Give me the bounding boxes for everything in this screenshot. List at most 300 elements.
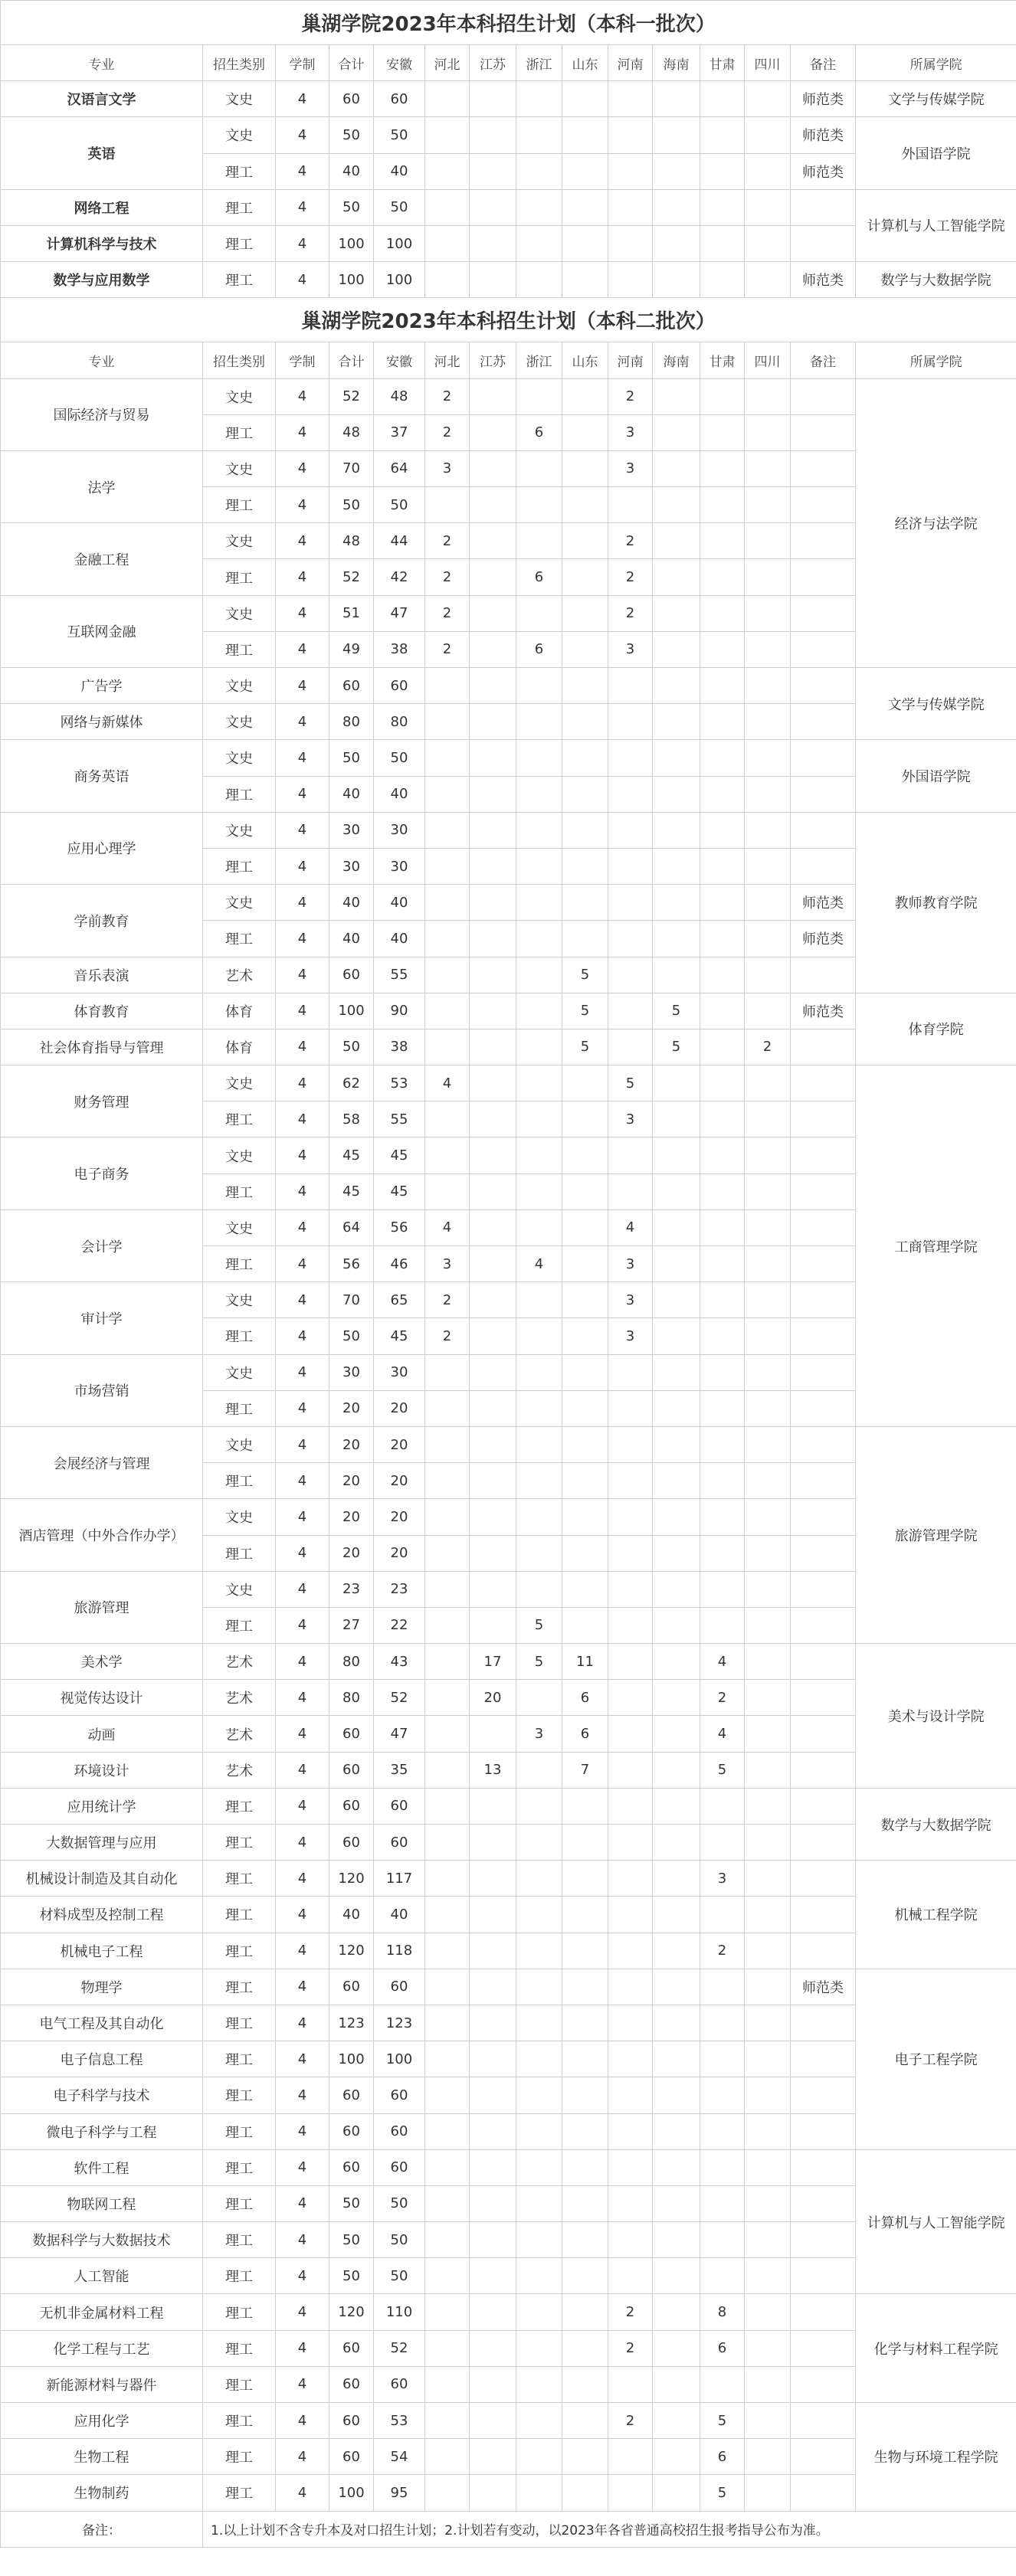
- data-cell: 4: [276, 1499, 329, 1535]
- data-cell: [653, 776, 700, 812]
- data-cell: 53: [374, 2403, 425, 2439]
- data-cell: [653, 2005, 700, 2041]
- data-cell: [470, 993, 516, 1029]
- data-cell: [516, 1680, 562, 1716]
- data-cell: [745, 1969, 791, 2005]
- data-cell: [745, 450, 791, 486]
- data-cell: 2: [608, 2294, 653, 2330]
- data-cell: 80: [374, 704, 425, 740]
- data-cell: [653, 2403, 700, 2439]
- data-cell: 5: [608, 1065, 653, 1101]
- college-cell: 文学与传媒学院: [856, 81, 1016, 117]
- data-cell: 4: [276, 117, 329, 153]
- data-cell: [470, 668, 516, 704]
- data-cell: [700, 1607, 745, 1643]
- data-cell: [470, 262, 516, 298]
- data-cell: 4: [276, 1861, 329, 1897]
- data-cell: 55: [374, 1101, 425, 1137]
- data-cell: [470, 1969, 516, 2005]
- data-cell: 20: [374, 1426, 425, 1462]
- data-cell: [745, 1825, 791, 1861]
- data-cell: [516, 595, 562, 631]
- data-cell: [425, 1969, 470, 2005]
- data-cell: [516, 812, 562, 848]
- college-cell: 旅游管理学院: [856, 1426, 1016, 1643]
- data-cell: 40: [374, 885, 425, 921]
- data-cell: 50: [329, 1029, 374, 1065]
- data-cell: [516, 1933, 562, 1969]
- data-cell: [608, 2222, 653, 2258]
- data-cell: [700, 1065, 745, 1101]
- data-cell: [562, 1101, 608, 1137]
- data-cell: 师范类: [791, 262, 856, 298]
- major-cell: 国际经济与贸易: [1, 378, 203, 450]
- data-cell: [653, 1173, 700, 1209]
- data-cell: [745, 1788, 791, 1824]
- data-cell: [470, 2366, 516, 2402]
- data-cell: [608, 262, 653, 298]
- data-cell: 53: [374, 1065, 425, 1101]
- data-cell: [608, 1173, 653, 1209]
- data-cell: [700, 2005, 745, 2041]
- table-row: [1, 262, 1016, 298]
- data-cell: 50: [329, 2258, 374, 2294]
- data-cell: [470, 1354, 516, 1390]
- data-cell: [425, 885, 470, 921]
- data-cell: [562, 450, 608, 486]
- data-cell: [516, 1571, 562, 1607]
- table-row: [1, 1861, 1016, 1897]
- data-cell: [425, 1426, 470, 1462]
- data-cell: [425, 153, 470, 189]
- data-cell: 60: [329, 2403, 374, 2439]
- data-cell: [562, 885, 608, 921]
- data-cell: 6: [562, 1716, 608, 1752]
- data-cell: 56: [329, 1246, 374, 1282]
- table-row: [1, 1969, 1016, 2005]
- data-cell: 38: [374, 631, 425, 667]
- data-cell: 123: [374, 2005, 425, 2041]
- major-cell: 大数据管理与应用: [1, 1825, 203, 1861]
- column-header: 甘肃: [700, 342, 745, 378]
- data-cell: [700, 225, 745, 261]
- data-cell: 30: [329, 812, 374, 848]
- data-cell: 70: [329, 450, 374, 486]
- data-cell: [516, 1861, 562, 1897]
- data-cell: 4: [276, 189, 329, 225]
- table-row: [1, 740, 1016, 776]
- data-cell: 5: [562, 957, 608, 993]
- data-cell: 体育: [203, 993, 276, 1029]
- column-header: 学制: [276, 342, 329, 378]
- data-cell: [562, 740, 608, 776]
- data-cell: [745, 2330, 791, 2366]
- data-cell: [470, 2330, 516, 2366]
- data-cell: [700, 2185, 745, 2221]
- data-cell: 62: [329, 1065, 374, 1101]
- data-cell: [470, 2222, 516, 2258]
- data-cell: 4: [276, 1101, 329, 1137]
- major-cell: 生物工程: [1, 2439, 203, 2475]
- data-cell: 30: [329, 848, 374, 884]
- data-cell: [562, 812, 608, 848]
- batch2-title-row: [1, 298, 1016, 342]
- data-cell: [700, 378, 745, 414]
- data-cell: [700, 1571, 745, 1607]
- data-cell: [562, 1499, 608, 1535]
- college-cell: 外国语学院: [856, 117, 1016, 189]
- major-cell: 视觉传达设计: [1, 1680, 203, 1716]
- data-cell: 30: [374, 1354, 425, 1390]
- batch1-title-row: [1, 1, 1016, 45]
- data-cell: 4: [276, 1173, 329, 1209]
- data-cell: 理工: [203, 1535, 276, 1571]
- batch2-header-row: [1, 342, 1016, 378]
- data-cell: [653, 2222, 700, 2258]
- data-cell: [562, 1209, 608, 1245]
- column-header: 河北: [425, 45, 470, 81]
- data-cell: [470, 2439, 516, 2475]
- data-cell: [653, 595, 700, 631]
- data-cell: [516, 262, 562, 298]
- data-cell: [653, 1607, 700, 1643]
- data-cell: [745, 2005, 791, 2041]
- data-cell: 56: [374, 1209, 425, 1245]
- data-cell: [470, 595, 516, 631]
- college-cell: 文学与传媒学院: [856, 668, 1016, 740]
- major-cell: 电子科学与技术: [1, 2077, 203, 2113]
- data-cell: [425, 848, 470, 884]
- data-cell: [791, 1209, 856, 1245]
- data-cell: [653, 2439, 700, 2475]
- major-cell: 美术学: [1, 1644, 203, 1680]
- data-cell: [516, 2077, 562, 2113]
- data-cell: [791, 848, 856, 884]
- data-cell: [791, 2330, 856, 2366]
- data-cell: [745, 2439, 791, 2475]
- data-cell: [700, 2366, 745, 2402]
- data-cell: 46: [374, 1246, 425, 1282]
- data-cell: [516, 957, 562, 993]
- data-cell: 4: [276, 2077, 329, 2113]
- data-cell: [425, 1571, 470, 1607]
- data-cell: [425, 2294, 470, 2330]
- data-cell: [562, 1065, 608, 1101]
- data-cell: 理工: [203, 2222, 276, 2258]
- data-cell: 8: [700, 2294, 745, 2330]
- data-cell: [791, 1101, 856, 1137]
- data-cell: [791, 1354, 856, 1390]
- data-cell: 理工: [203, 848, 276, 884]
- data-cell: [425, 1716, 470, 1752]
- data-cell: 3: [608, 1246, 653, 1282]
- data-cell: [470, 1390, 516, 1426]
- data-cell: [608, 668, 653, 704]
- data-cell: [745, 81, 791, 117]
- data-cell: 80: [329, 1680, 374, 1716]
- data-cell: [425, 957, 470, 993]
- table-row: [1, 1065, 1016, 1101]
- data-cell: [562, 921, 608, 957]
- data-cell: [562, 1897, 608, 1933]
- data-cell: 6: [516, 559, 562, 595]
- data-cell: [608, 1463, 653, 1499]
- data-cell: [791, 1282, 856, 1318]
- major-cell: 酒店管理（中外合作办学）: [1, 1499, 203, 1571]
- data-cell: [608, 776, 653, 812]
- data-cell: [608, 1354, 653, 1390]
- data-cell: [745, 378, 791, 414]
- data-cell: 理工: [203, 776, 276, 812]
- data-cell: [516, 2041, 562, 2077]
- data-cell: [425, 921, 470, 957]
- data-cell: [470, 1173, 516, 1209]
- data-cell: [425, 1029, 470, 1065]
- data-cell: [516, 921, 562, 957]
- table-row: [1, 2294, 1016, 2330]
- data-cell: [700, 668, 745, 704]
- data-cell: [791, 776, 856, 812]
- data-cell: [425, 2113, 470, 2149]
- data-cell: 理工: [203, 1318, 276, 1354]
- data-cell: [608, 1825, 653, 1861]
- data-cell: [425, 1933, 470, 1969]
- data-cell: 文史: [203, 117, 276, 153]
- data-cell: [653, 225, 700, 261]
- data-cell: [700, 704, 745, 740]
- data-cell: 4: [276, 2005, 329, 2041]
- data-cell: 文史: [203, 1282, 276, 1318]
- data-cell: [745, 2077, 791, 2113]
- data-cell: [653, 2294, 700, 2330]
- data-cell: 6: [562, 1680, 608, 1716]
- major-cell: 机械设计制造及其自动化: [1, 1861, 203, 1897]
- data-cell: [653, 1933, 700, 1969]
- data-cell: [425, 776, 470, 812]
- data-cell: [791, 2475, 856, 2511]
- data-cell: 理工: [203, 1825, 276, 1861]
- data-cell: 5: [700, 1752, 745, 1788]
- data-cell: [745, 631, 791, 667]
- data-cell: [700, 1463, 745, 1499]
- data-cell: [516, 1173, 562, 1209]
- data-cell: [700, 2258, 745, 2294]
- data-cell: 文史: [203, 595, 276, 631]
- data-cell: 理工: [203, 2439, 276, 2475]
- data-cell: [791, 1571, 856, 1607]
- data-cell: 100: [329, 225, 374, 261]
- data-cell: [700, 487, 745, 523]
- batch2-title: 巢湖学院2023年本科招生计划（本科二批次）: [1, 298, 1016, 342]
- data-cell: 60: [329, 2077, 374, 2113]
- table-row: [1, 668, 1016, 704]
- major-cell: 会计学: [1, 1209, 203, 1281]
- data-cell: [516, 885, 562, 921]
- data-cell: 50: [329, 2222, 374, 2258]
- data-cell: 2: [608, 378, 653, 414]
- major-cell: 电气工程及其自动化: [1, 2005, 203, 2041]
- data-cell: [653, 1788, 700, 1824]
- data-cell: 4: [276, 1680, 329, 1716]
- data-cell: [653, 1209, 700, 1245]
- data-cell: [608, 2258, 653, 2294]
- major-cell: 网络工程: [1, 189, 203, 225]
- data-cell: [562, 1861, 608, 1897]
- column-header: 专业: [1, 342, 203, 378]
- data-cell: [653, 2041, 700, 2077]
- data-cell: [516, 523, 562, 559]
- data-cell: 文史: [203, 740, 276, 776]
- data-cell: [562, 1137, 608, 1173]
- data-cell: 22: [374, 1607, 425, 1643]
- data-cell: 艺术: [203, 1644, 276, 1680]
- data-cell: [700, 776, 745, 812]
- data-cell: [516, 2005, 562, 2041]
- column-header: 浙江: [516, 45, 562, 81]
- data-cell: [425, 2258, 470, 2294]
- data-cell: [425, 2403, 470, 2439]
- data-cell: [516, 378, 562, 414]
- data-cell: 60: [374, 1788, 425, 1824]
- data-cell: [745, 2149, 791, 2185]
- data-cell: [470, 378, 516, 414]
- data-cell: [425, 1680, 470, 1716]
- data-cell: 理工: [203, 2403, 276, 2439]
- data-cell: 理工: [203, 414, 276, 450]
- data-cell: [608, 1752, 653, 1788]
- major-cell: 应用心理学: [1, 812, 203, 884]
- college-cell: 数学与大数据学院: [856, 1788, 1016, 1860]
- data-cell: [745, 885, 791, 921]
- data-cell: [791, 740, 856, 776]
- data-cell: [470, 1897, 516, 1933]
- data-cell: [608, 2185, 653, 2221]
- data-cell: 2: [608, 559, 653, 595]
- data-cell: [791, 1933, 856, 1969]
- data-cell: [516, 2185, 562, 2221]
- data-cell: 理工: [203, 1463, 276, 1499]
- data-cell: [700, 2149, 745, 2185]
- data-cell: [653, 1101, 700, 1137]
- data-cell: [562, 2185, 608, 2221]
- data-cell: 52: [374, 2330, 425, 2366]
- data-cell: 4: [276, 812, 329, 848]
- data-cell: 师范类: [791, 1969, 856, 2005]
- data-cell: 2: [608, 2330, 653, 2366]
- data-cell: [470, 2005, 516, 2041]
- data-cell: [700, 921, 745, 957]
- data-cell: 理工: [203, 2005, 276, 2041]
- data-cell: [791, 1463, 856, 1499]
- data-cell: [516, 1318, 562, 1354]
- data-cell: [562, 595, 608, 631]
- data-cell: [653, 1571, 700, 1607]
- data-cell: 3: [425, 1246, 470, 1282]
- data-cell: 100: [329, 2041, 374, 2077]
- data-cell: [425, 2185, 470, 2221]
- data-cell: [791, 1499, 856, 1535]
- major-cell: 应用化学: [1, 2403, 203, 2439]
- data-cell: [516, 848, 562, 884]
- data-cell: [425, 487, 470, 523]
- data-cell: [700, 740, 745, 776]
- data-cell: [470, 1499, 516, 1535]
- data-cell: [653, 414, 700, 450]
- data-cell: 45: [374, 1173, 425, 1209]
- major-cell: 应用统计学: [1, 1788, 203, 1824]
- data-cell: [700, 1101, 745, 1137]
- data-cell: 2: [425, 414, 470, 450]
- data-cell: [608, 1897, 653, 1933]
- data-cell: [562, 487, 608, 523]
- data-cell: [653, 740, 700, 776]
- data-cell: [700, 1825, 745, 1861]
- data-cell: [470, 1318, 516, 1354]
- data-cell: [516, 1209, 562, 1245]
- data-cell: 5: [700, 2475, 745, 2511]
- data-cell: [425, 2149, 470, 2185]
- data-cell: 3: [608, 1318, 653, 1354]
- data-cell: [653, 921, 700, 957]
- data-cell: 3: [608, 631, 653, 667]
- data-cell: 5: [516, 1607, 562, 1643]
- major-cell: 体育教育: [1, 993, 203, 1029]
- data-cell: [516, 225, 562, 261]
- data-cell: [425, 740, 470, 776]
- data-cell: 64: [374, 450, 425, 486]
- data-cell: [791, 1716, 856, 1752]
- data-cell: 4: [276, 81, 329, 117]
- major-cell: 音乐表演: [1, 957, 203, 993]
- data-cell: [653, 1463, 700, 1499]
- data-cell: [562, 262, 608, 298]
- data-cell: 20: [470, 1680, 516, 1716]
- data-cell: [562, 1318, 608, 1354]
- data-cell: 4: [276, 1933, 329, 1969]
- data-cell: [516, 1282, 562, 1318]
- data-cell: [470, 225, 516, 261]
- data-cell: [562, 523, 608, 559]
- data-cell: 51: [329, 595, 374, 631]
- college-cell: 机械工程学院: [856, 1861, 1016, 1969]
- data-cell: [425, 993, 470, 1029]
- data-cell: [516, 1426, 562, 1462]
- data-cell: [425, 1752, 470, 1788]
- data-cell: 4: [276, 1535, 329, 1571]
- data-cell: [608, 1390, 653, 1426]
- college-cell: 化学与材料工程学院: [856, 2294, 1016, 2403]
- data-cell: [745, 1571, 791, 1607]
- college-cell: 经济与法学院: [856, 378, 1016, 668]
- major-cell: 微电子科学与工程: [1, 2113, 203, 2149]
- data-cell: [562, 2366, 608, 2402]
- data-cell: 理工: [203, 1390, 276, 1426]
- data-cell: 2: [425, 1318, 470, 1354]
- column-header: 合计: [329, 45, 374, 81]
- data-cell: 2: [425, 523, 470, 559]
- major-cell: 物理学: [1, 1969, 203, 2005]
- data-cell: [608, 1426, 653, 1462]
- data-cell: [470, 117, 516, 153]
- data-cell: 4: [276, 1209, 329, 1245]
- data-cell: 64: [329, 1209, 374, 1245]
- data-cell: [516, 993, 562, 1029]
- data-cell: [791, 595, 856, 631]
- major-cell: 新能源材料与器件: [1, 2366, 203, 2402]
- data-cell: 文史: [203, 1354, 276, 1390]
- data-cell: [653, 1644, 700, 1680]
- data-cell: [653, 1426, 700, 1462]
